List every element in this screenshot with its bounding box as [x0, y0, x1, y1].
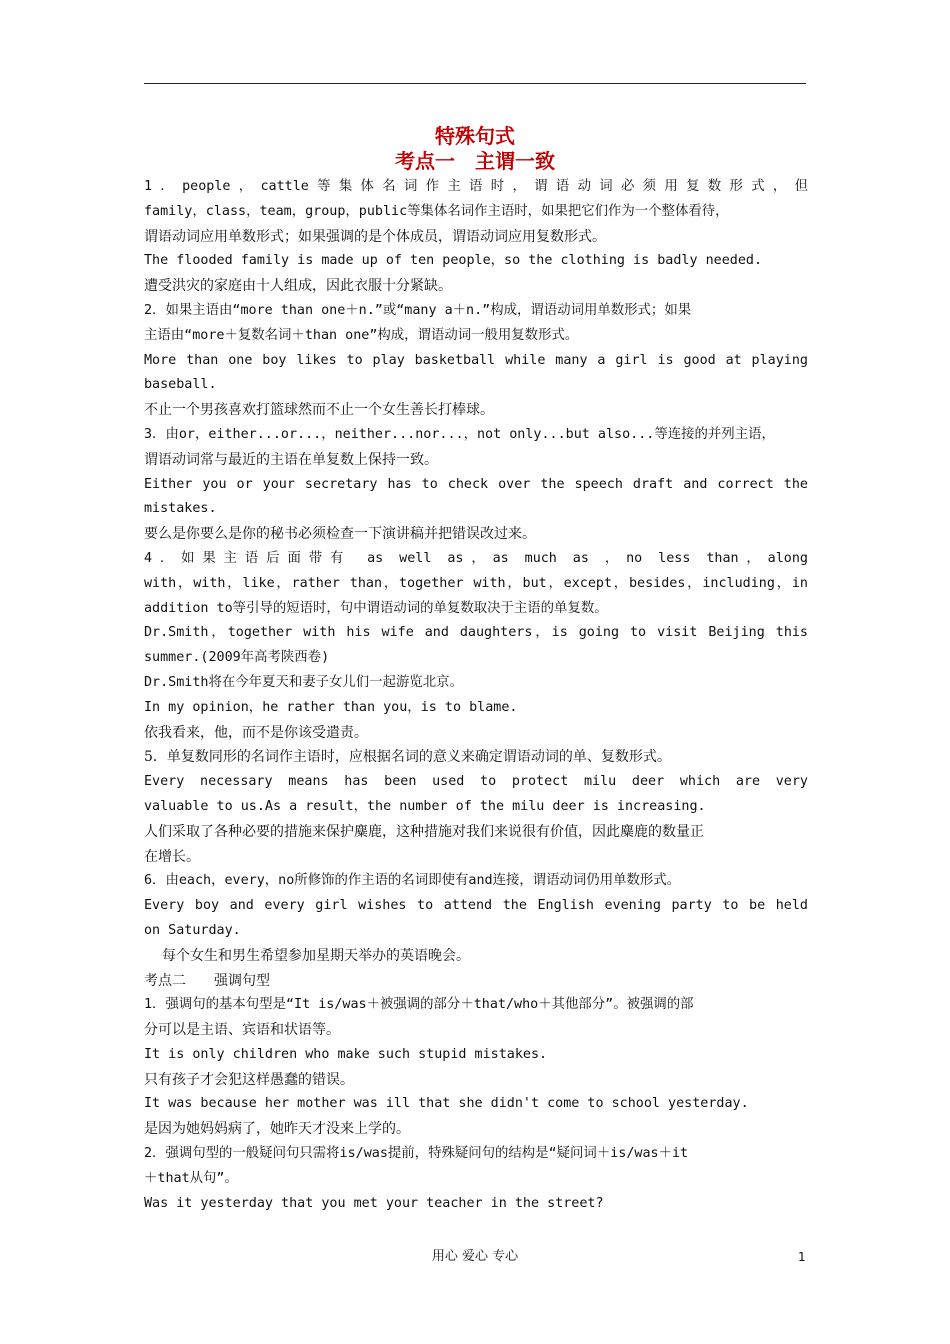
text-line: with，with，like，rather than，together with，but，except，besides，including，in: [144, 575, 808, 591]
text-line: 2．如果主语由“more than one＋n.”或“many a＋n.”构成，谓语动词用单数形式；如果: [144, 302, 692, 318]
document-title: 特殊句式: [435, 124, 515, 148]
text-line: Dr.Smith，together with his wife and daughters，is going to visit Beijing this: [144, 625, 808, 641]
text-line: family，class，team，group，public等集体名词作主语时，如果把它们作为一个整体看待，: [144, 203, 729, 219]
text-line: valuable to us.As a result，the number of the milu deer is increasing.: [144, 798, 706, 814]
document-body: [144, 175, 808, 1216]
text-line: Every necessary means has been used to protect milu deer which are very: [144, 774, 808, 790]
text-line: 是因为她妈妈病了，她昨天才没来上学的。: [144, 1121, 410, 1138]
text-line: Dr.Smith将在今年夏天和妻子女儿们一起游览北京。: [144, 674, 463, 690]
text-line: 遭受洪灾的家庭由十人组成，因此衣服十分紧缺。: [144, 278, 452, 295]
text-line: The flooded family is made up of ten people，so the clothing is badly needed.: [144, 253, 763, 269]
text-line: addition to等引导的短语时，句中谓语动词的单复数取决于主语的单复数。: [144, 600, 608, 616]
page-number: 1: [798, 1250, 806, 1264]
text-line: mistakes.: [144, 501, 217, 517]
text-line: 5．单复数同形的名词作主语时，应根据名词的意义来确定谓语动词的单、复数形式。: [144, 749, 671, 766]
text-line: Either you or your secretary has to check over the speech draft and correct the: [144, 476, 808, 492]
text-line: More than one boy likes to play basketball while many a girl is good at playing: [144, 352, 808, 368]
text-line: baseball.: [144, 377, 217, 393]
text-line: 依我看来，他，而不是你该受遣责。: [144, 724, 368, 741]
text-line: on Saturday.: [144, 922, 241, 938]
text-line: 主语由“more＋复数名词＋than one”构成，谓语动词一般用复数形式。: [144, 327, 579, 343]
text-line: 1．强调句的基本句型是“It is/was＋被强调的部分＋that/who＋其他部分”。被强调的部: [144, 997, 694, 1013]
section-heading: 考点一 主谓一致: [395, 149, 555, 173]
text-line: 人们采取了各种必要的措施来保护麋鹿，这种措施对我们来说很有价值，因此麋鹿的数量正: [144, 823, 704, 840]
text-line: 1．people，cattle等集体名词作主语时，谓语动词必须用复数形式，但: [144, 179, 808, 194]
text-line: 谓语动词常与最近的主语在单复数上保持一致。: [144, 451, 438, 468]
text-line: In my opinion，he rather than you，is to blame.: [144, 699, 518, 715]
title-block: [144, 124, 806, 174]
text-line: 谓语动词应用单数形式；如果强调的是个体成员，谓语动词应用复数形式。: [144, 228, 606, 245]
text-line: 在增长。: [144, 848, 200, 865]
text-line: 考点二 强调句型: [144, 972, 270, 989]
text-line: Was it yesterday that you met your teacher in the street?: [144, 1195, 604, 1211]
text-line: 不止一个男孩喜欢打篮球然而不止一个女生善长打棒球。: [144, 402, 494, 419]
text-line: 只有孩子才会犯这样愚蠢的错误。: [144, 1071, 354, 1088]
text-line: 每个女生和男生希望参加星期天举办的英语晚会。: [162, 947, 470, 964]
text-line: 6．由each，every，no所修饰的作主语的名词即使有and连接，谓语动词仍用单数形式。: [144, 873, 681, 889]
text-line: 4．如果主语后面带有 as well as，as much as ，no less than，along: [144, 550, 808, 566]
text-line: summer.(2009年高考陕西卷): [144, 650, 330, 666]
text-line: 2．强调句型的一般疑问句只需将is/was提前，特殊疑问句的结构是“疑问词＋is/was＋it: [144, 1146, 689, 1162]
text-line: Every boy and every girl wishes to attend the English evening party to be held: [144, 898, 808, 914]
text-line: 要么是你要么是你的秘书必须检查一下演讲稿并把错误改过来。: [144, 526, 536, 543]
text-line: It was because her mother was ill that she didn't come to school yesterday.: [144, 1096, 749, 1112]
header-rule: [144, 83, 806, 84]
text-line: 3．由or，either...or...，neither...nor...，not only...but also...等连接的并列主语，: [144, 426, 775, 442]
text-line: It is only children who make such stupid mistakes.: [144, 1046, 548, 1062]
text-line: 分可以是主语、宾语和状语等。: [144, 1022, 340, 1039]
footer-motto: 用心 爱心 专心: [431, 1249, 519, 1264]
text-line: ＋that从句”。: [144, 1170, 238, 1186]
